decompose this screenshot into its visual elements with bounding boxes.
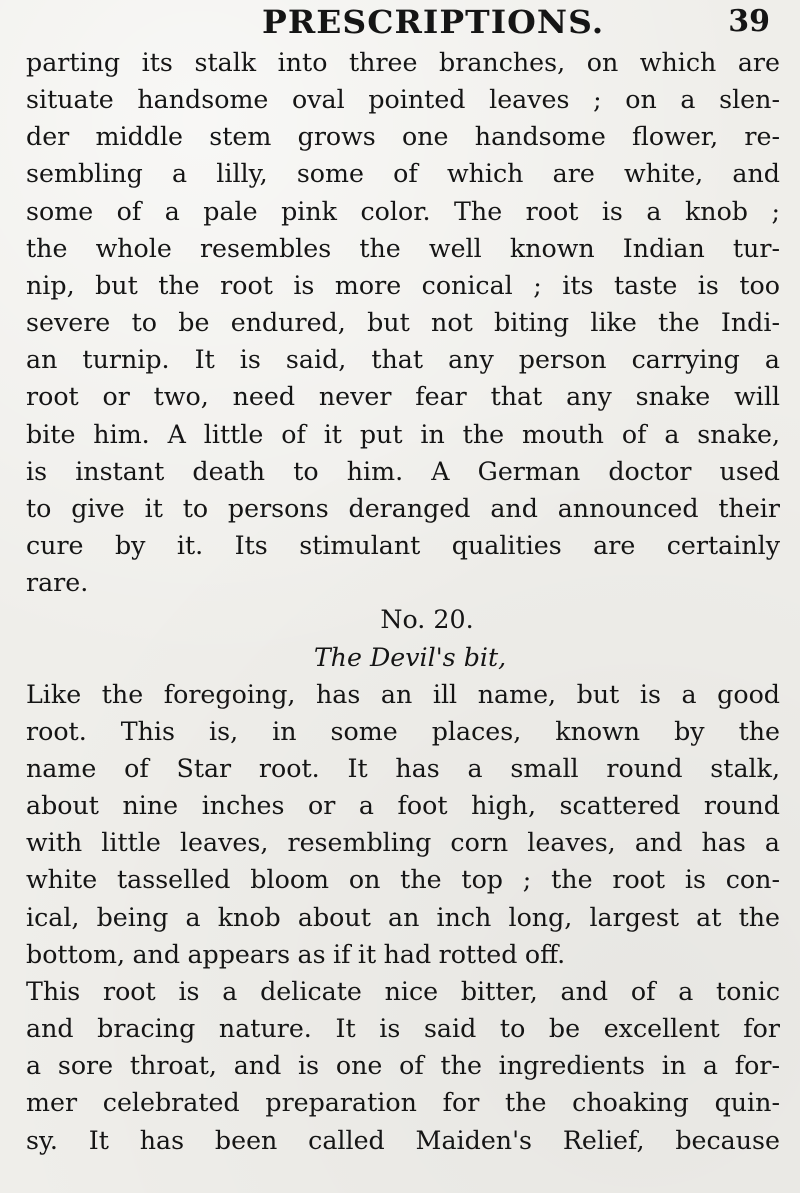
paragraph-continuation	[26, 44, 780, 601]
text-line: ical, being a knob about an inch long, largest at the	[26, 902, 780, 932]
text-line: an turnip. It is said, that any person carrying a	[26, 345, 780, 375]
text-line: mer celebrated preparation for the choaking quin-	[26, 1088, 780, 1118]
text-line: is instant death to him. A German doctor used	[26, 456, 780, 486]
text-line: root. This is, in some places, known by the	[26, 716, 780, 746]
text-line: a sore throat, and is one of the ingredients in a for-	[26, 1051, 780, 1081]
page-number: 39	[728, 4, 770, 39]
text-line: some of a pale pink color. The root is a knob ;	[26, 196, 780, 226]
running-header	[26, 0, 780, 44]
text-line: cure by it. Its stimulant qualities are certainly	[26, 531, 780, 561]
text-line: rare.	[26, 568, 89, 598]
text-line: name of Star root. It has a small round stalk,	[26, 753, 780, 783]
text-line: severe to be endured, but not biting like the Indi-	[26, 308, 780, 338]
text-line: der middle stem grows one handsome flower, re-	[26, 122, 780, 152]
text-line: sembling a lilly, some of which are white, and	[26, 159, 780, 189]
text-line: the whole resembles the well known Indian tur-	[26, 233, 780, 263]
text-line: situate handsome oval pointed leaves ; on a slen-	[26, 85, 780, 115]
text-line: white tasselled bloom on the top ; the root is con-	[26, 865, 780, 895]
text-line: to give it to persons deranged and announced their	[26, 493, 780, 523]
running-title: PRESCRIPTIONS.	[262, 3, 605, 41]
text-line: nip, but the root is more conical ; its taste is too	[26, 270, 780, 300]
text-line: sy. It has been called Maiden's Relief, because	[26, 1125, 780, 1155]
text-line: parting its stalk into three branches, on which are	[26, 48, 780, 77]
section-title: The Devil's bit,	[313, 642, 507, 672]
text-line: and bracing nature. It is said to be excellent for	[26, 1014, 780, 1044]
section-number: No. 20.	[380, 605, 474, 635]
text-line: Like the foregoing, has an ill name, but is a good	[26, 679, 780, 709]
text-line: bite him. A little of it put in the mouth of a snake,	[26, 419, 780, 449]
text-line: root or two, need never fear that any snake will	[26, 382, 780, 412]
paragraph-devils-bit	[26, 676, 780, 1159]
text-line: about nine inches or a foot high, scattered round	[26, 791, 780, 821]
text-line: This root is a delicate nice bitter, and of a tonic	[26, 976, 780, 1006]
section-heading	[26, 601, 780, 675]
text-line: bottom, and appears as if it had rotted off.	[26, 939, 566, 969]
text-line: with little leaves, resembling corn leaves, and has a	[26, 828, 780, 858]
